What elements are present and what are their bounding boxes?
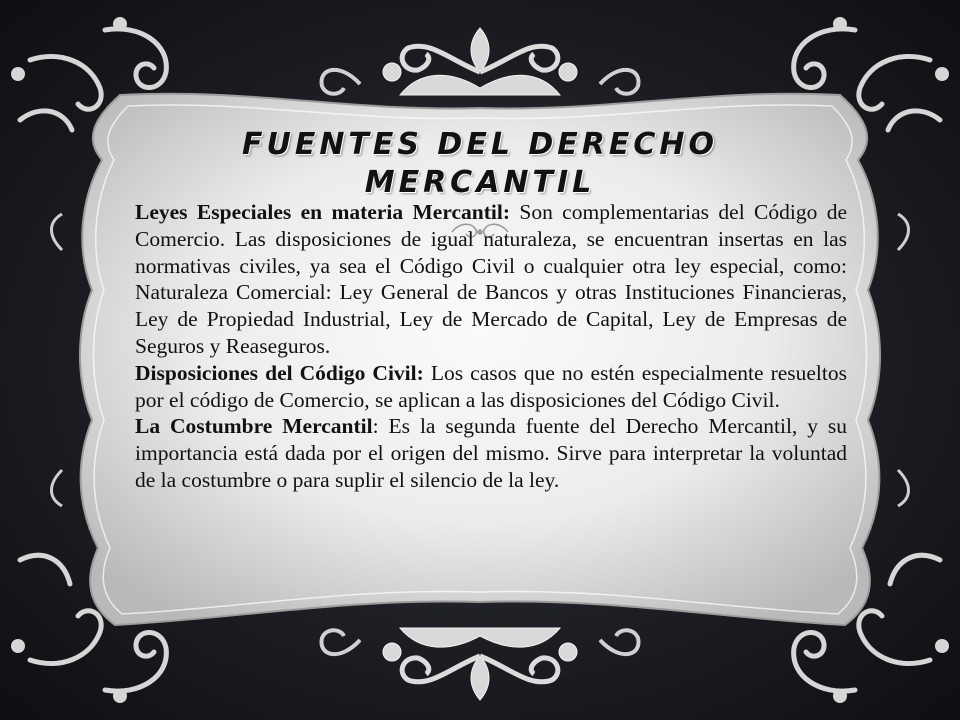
scroll-ornament-icon xyxy=(322,628,639,700)
paragraph-heading: La Costumbre Mercantil xyxy=(135,414,373,439)
paragraph-text: Son complementarias del Código de Comercio. Las disposiciones de igual naturaleza, se encuentran insertas en las normativas civiles, ya sea el Código Civil o cualquier otra ley especial, como: Naturaleza Comercial: Ley General de Bancos y otras Instituciones Financieras, Ley de Propiedad Industrial, Ley de Mercado de Capital, Ley de Empresas de Seguros y Reaseguros. xyxy=(135,200,848,358)
paragraph-text: : Es la segunda fuente del Derecho Mercantil, y su importancia está dada por el origen del mismo. Sirve para interpretar la voluntad de la costumbre o para suplir el silencio de la ley. xyxy=(135,414,848,492)
paragraph-disposiciones-codigo-civil xyxy=(135,360,847,414)
slide-body xyxy=(135,199,847,494)
slide-title: FUENTES DEL DERECHO MERCANTIL xyxy=(241,127,719,200)
paragraph-leyes-especiales xyxy=(135,199,847,360)
paragraph-costumbre-mercantil xyxy=(135,413,847,493)
paragraph-text: Los casos que no estén especialmente resueltos por el código de Comercio, se aplican a las disposiciones del Código Civil. xyxy=(135,360,847,412)
scroll-ornament-icon xyxy=(322,28,639,95)
paragraph-heading: Disposiciones del Código Civil: xyxy=(135,360,424,385)
paragraph-heading: Leyes Especiales en materia Mercantil: xyxy=(135,200,510,224)
